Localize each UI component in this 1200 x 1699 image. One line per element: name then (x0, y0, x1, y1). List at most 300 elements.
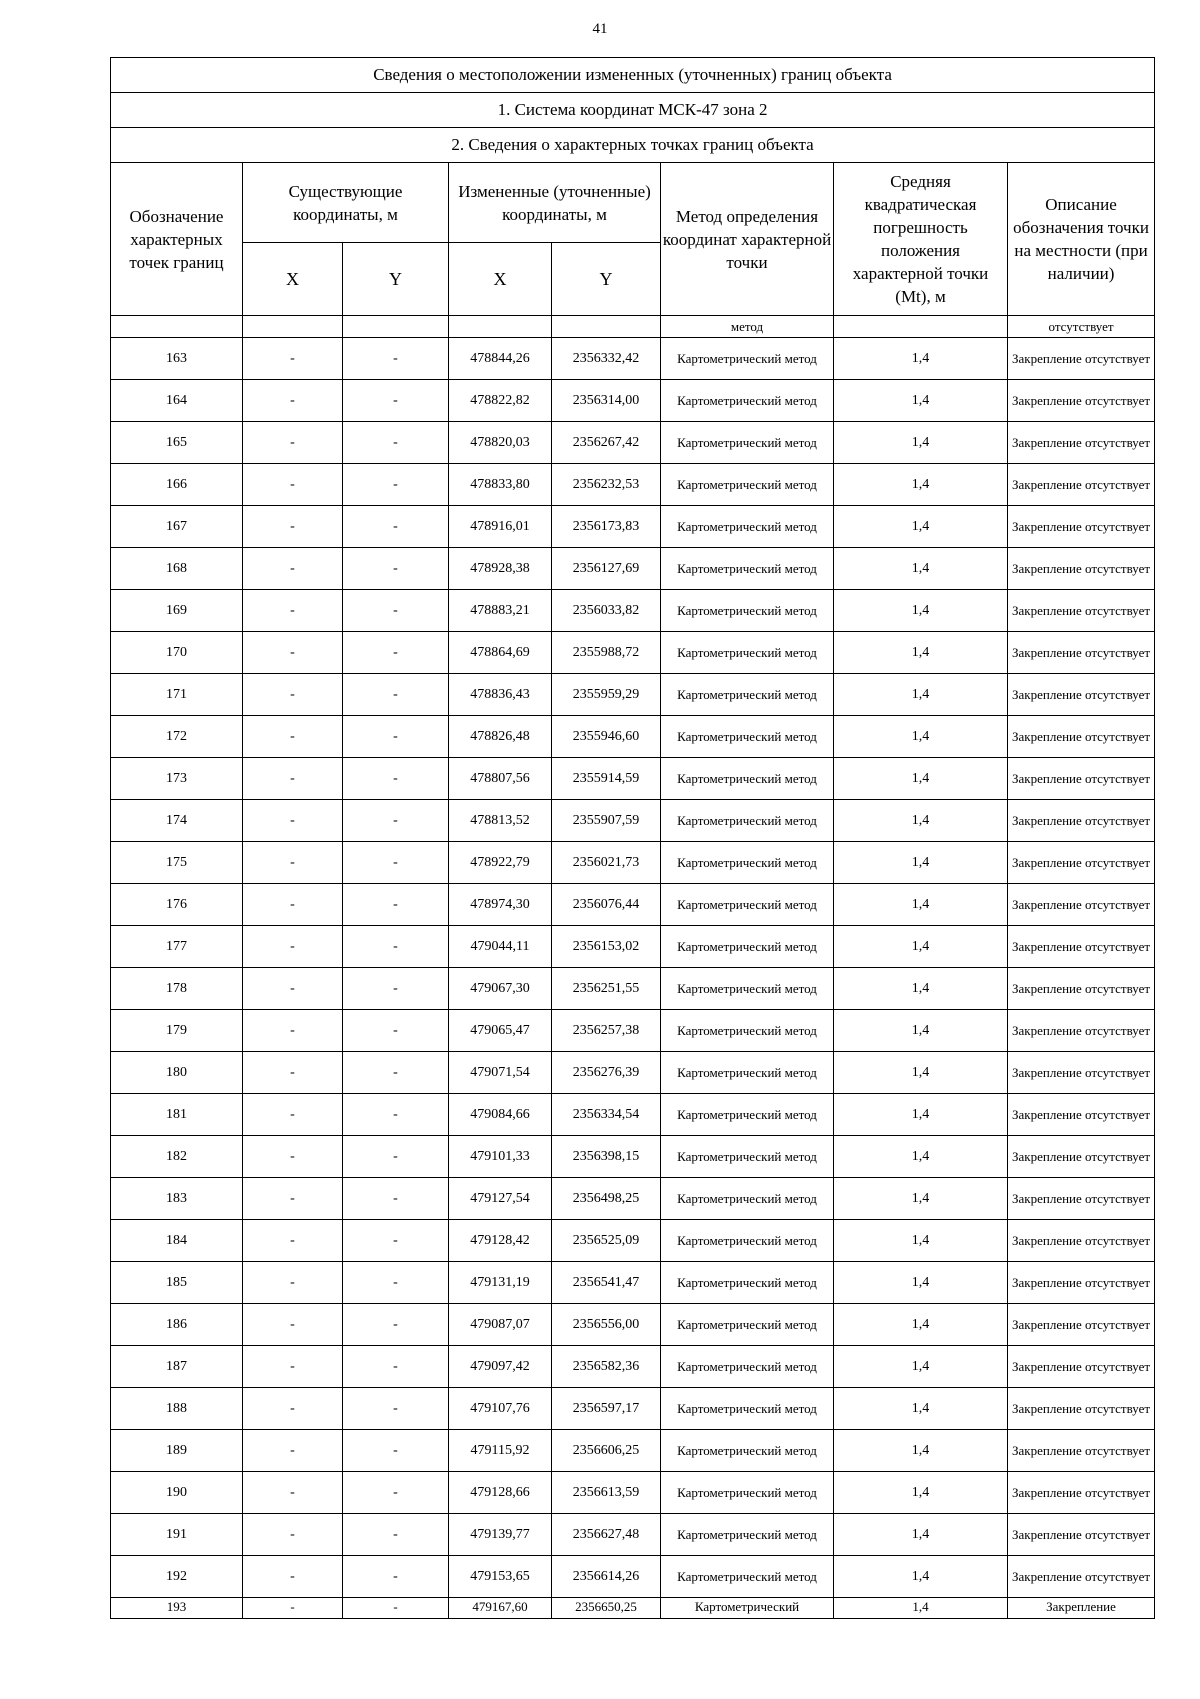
cell-point-number: 188 (111, 1388, 243, 1430)
cell-description: Закрепление отсутствует (1008, 1430, 1155, 1472)
cell-description: Закрепление отсутствует (1008, 716, 1155, 758)
cell-point-number: 172 (111, 716, 243, 758)
cell-changed-y: 2355959,29 (552, 674, 661, 716)
cell-description: Закрепление отсутствует (1008, 338, 1155, 380)
cell-point-number: 187 (111, 1346, 243, 1388)
cell-existing-y: - (343, 1136, 449, 1178)
cell-changed-y: 2355946,60 (552, 716, 661, 758)
cell-method: Картометрический метод (661, 1472, 834, 1514)
table-row (111, 1178, 1155, 1220)
cell-method: Картометрический метод (661, 464, 834, 506)
cell-error: 1,4 (834, 1556, 1008, 1598)
cell-changed-y: 2356614,26 (552, 1556, 661, 1598)
cell-error: 1,4 (834, 926, 1008, 968)
cell-method: Картометрический метод (661, 926, 834, 968)
section-title: 2. Сведения о характерных точках границ объекта (111, 128, 1155, 163)
cell-changed-x: 479084,66 (449, 1094, 552, 1136)
cell-error: 1,4 (834, 380, 1008, 422)
cell-existing-x: - (243, 1346, 343, 1388)
cell-existing-y: - (343, 1388, 449, 1430)
cell-error: 1,4 (834, 1094, 1008, 1136)
cell-existing-x: - (243, 590, 343, 632)
cell-existing-x: - (243, 506, 343, 548)
cell-empty (552, 316, 661, 338)
cell-existing-y: - (343, 1514, 449, 1556)
cell-method: Картометрический метод (661, 632, 834, 674)
cell-error: 1,4 (834, 1598, 1008, 1619)
cell-method: Картометрический метод (661, 548, 834, 590)
cell-point-number: 191 (111, 1514, 243, 1556)
cell-method: Картометрический метод (661, 674, 834, 716)
table-row (111, 1388, 1155, 1430)
cell-existing-y: - (343, 338, 449, 380)
cell-existing-y: - (343, 674, 449, 716)
cell-description: Закрепление отсутствует (1008, 758, 1155, 800)
cell-changed-y: 2356251,55 (552, 968, 661, 1010)
boundary-points-table (110, 57, 1155, 1619)
cell-changed-x: 479153,65 (449, 1556, 552, 1598)
cell-existing-x: - (243, 1178, 343, 1220)
cell-description: Закрепление отсутствует (1008, 1178, 1155, 1220)
cell-error: 1,4 (834, 716, 1008, 758)
cell-empty (243, 316, 343, 338)
cell-error: 1,4 (834, 1052, 1008, 1094)
col-error: Средняя квадратическая погрешность положения характерной точки (Mt), м (834, 163, 1008, 316)
cell-existing-x: - (243, 968, 343, 1010)
cell-changed-x: 479065,47 (449, 1010, 552, 1052)
cell-description: Закрепление отсутствует (1008, 1346, 1155, 1388)
cell-point-number: 164 (111, 380, 243, 422)
cell-error: 1,4 (834, 674, 1008, 716)
cell-existing-x: - (243, 1010, 343, 1052)
cell-description: Закрепление (1008, 1598, 1155, 1619)
cell-changed-x: 478864,69 (449, 632, 552, 674)
cell-changed-y: 2356650,25 (552, 1598, 661, 1619)
cell-existing-x: - (243, 1304, 343, 1346)
cell-changed-x: 478807,56 (449, 758, 552, 800)
cell-changed-x: 478833,80 (449, 464, 552, 506)
cell-error: 1,4 (834, 1010, 1008, 1052)
cell-existing-y: - (343, 968, 449, 1010)
cell-error: 1,4 (834, 758, 1008, 800)
table-row (111, 884, 1155, 926)
cell-changed-y: 2356597,17 (552, 1388, 661, 1430)
cell-existing-y: - (343, 464, 449, 506)
cell-description: Закрепление отсутствует (1008, 1052, 1155, 1094)
cell-error: 1,4 (834, 842, 1008, 884)
cell-description: Закрепление отсутствует (1008, 842, 1155, 884)
cell-changed-y: 2356276,39 (552, 1052, 661, 1094)
cell-existing-x: - (243, 1430, 343, 1472)
cell-changed-x: 478928,38 (449, 548, 552, 590)
cell-error: 1,4 (834, 968, 1008, 1010)
cell-changed-y: 2356556,00 (552, 1304, 661, 1346)
cell-existing-y: - (343, 1094, 449, 1136)
cell-existing-x: - (243, 758, 343, 800)
cell-error: 1,4 (834, 464, 1008, 506)
cell-changed-y: 2355907,59 (552, 800, 661, 842)
cell-point-number: 166 (111, 464, 243, 506)
cell-changed-y: 2356257,38 (552, 1010, 661, 1052)
cell-description: Закрепление отсутствует (1008, 1010, 1155, 1052)
cell-existing-x: - (243, 1136, 343, 1178)
table-title: Сведения о местоположении измененных (уточненных) границ объекта (111, 58, 1155, 93)
table-row (111, 380, 1155, 422)
cell-empty (343, 316, 449, 338)
col-existing-y: Y (343, 243, 449, 316)
cell-changed-x: 479087,07 (449, 1304, 552, 1346)
cell-point-number: 178 (111, 968, 243, 1010)
cell-error: 1,4 (834, 1304, 1008, 1346)
cell-method: Картометрический метод (661, 842, 834, 884)
cell-method: Картометрический метод (661, 506, 834, 548)
cell-description: Закрепление отсутствует (1008, 926, 1155, 968)
cell-existing-x: - (243, 548, 343, 590)
table-row (111, 1514, 1155, 1556)
cell-changed-x: 478826,48 (449, 716, 552, 758)
cell-point-number: 177 (111, 926, 243, 968)
cell-point-number: 167 (111, 506, 243, 548)
cell-description: Закрепление отсутствует (1008, 590, 1155, 632)
cell-method: Картометрический (661, 1598, 834, 1619)
cell-existing-x: - (243, 926, 343, 968)
cell-method: Картометрический метод (661, 758, 834, 800)
cell-changed-y: 2356076,44 (552, 884, 661, 926)
cell-method: Картометрический метод (661, 1346, 834, 1388)
cell-error: 1,4 (834, 1430, 1008, 1472)
cell-description: Закрепление отсутствует (1008, 968, 1155, 1010)
cell-error: 1,4 (834, 1472, 1008, 1514)
cell-error: 1,4 (834, 1136, 1008, 1178)
col-changed-coords: Измененные (уточненные) координаты, м (449, 163, 661, 243)
cell-existing-x: - (243, 632, 343, 674)
cell-changed-x: 478844,26 (449, 338, 552, 380)
cell-method: Картометрический метод (661, 1220, 834, 1262)
cell-point-number: 192 (111, 1556, 243, 1598)
cell-existing-x: - (243, 338, 343, 380)
table-row (111, 590, 1155, 632)
cell-changed-y: 2356541,47 (552, 1262, 661, 1304)
col-changed-y: Y (552, 243, 661, 316)
table-row (111, 1220, 1155, 1262)
cell-error: 1,4 (834, 1178, 1008, 1220)
cell-error: 1,4 (834, 884, 1008, 926)
cell-point-number: 176 (111, 884, 243, 926)
cell-changed-x: 479139,77 (449, 1514, 552, 1556)
cell-description: Закрепление отсутствует (1008, 1556, 1155, 1598)
table-row (111, 548, 1155, 590)
cell-method: Картометрический метод (661, 1304, 834, 1346)
cell-point-number: 175 (111, 842, 243, 884)
cell-description: Закрепление отсутствует (1008, 506, 1155, 548)
cell-error: 1,4 (834, 1346, 1008, 1388)
cell-changed-x: 479097,42 (449, 1346, 552, 1388)
cell-point-number: 190 (111, 1472, 243, 1514)
cell-point-number: 170 (111, 632, 243, 674)
cell-method: Картометрический метод (661, 884, 834, 926)
cell-existing-x: - (243, 1262, 343, 1304)
cell-description: Закрепление отсутствует (1008, 1094, 1155, 1136)
cell-error: 1,4 (834, 338, 1008, 380)
cell-changed-y: 2356021,73 (552, 842, 661, 884)
cell-method: Картометрический метод (661, 1556, 834, 1598)
table-row (111, 1052, 1155, 1094)
col-existing-x: X (243, 243, 343, 316)
cell-error: 1,4 (834, 548, 1008, 590)
cell-description: Закрепление отсутствует (1008, 422, 1155, 464)
cell-point-number: 173 (111, 758, 243, 800)
cell-description: Закрепление отсутствует (1008, 1472, 1155, 1514)
cell-existing-y: - (343, 548, 449, 590)
cell-changed-y: 2355914,59 (552, 758, 661, 800)
cell-empty (449, 316, 552, 338)
table-row (111, 1430, 1155, 1472)
cell-changed-x: 479067,30 (449, 968, 552, 1010)
cell-existing-y: - (343, 590, 449, 632)
cell-changed-y: 2356498,25 (552, 1178, 661, 1220)
cell-changed-x: 479071,54 (449, 1052, 552, 1094)
cell-existing-y: - (343, 1346, 449, 1388)
cell-point-number: 189 (111, 1430, 243, 1472)
cell-point-number: 184 (111, 1220, 243, 1262)
cell-point-number: 182 (111, 1136, 243, 1178)
cell-existing-y: - (343, 422, 449, 464)
cell-changed-y: 2356173,83 (552, 506, 661, 548)
cell-method: Картометрический метод (661, 380, 834, 422)
cell-changed-x: 479101,33 (449, 1136, 552, 1178)
cell-error: 1,4 (834, 590, 1008, 632)
cell-method: Картометрический метод (661, 968, 834, 1010)
table-row (111, 968, 1155, 1010)
cell-existing-y: - (343, 506, 449, 548)
table-row (111, 506, 1155, 548)
cell-point-number: 168 (111, 548, 243, 590)
cell-point-number: 171 (111, 674, 243, 716)
cell-error: 1,4 (834, 1514, 1008, 1556)
cell-error: 1,4 (834, 632, 1008, 674)
cell-method: Картометрический метод (661, 1010, 834, 1052)
cell-point-number: 185 (111, 1262, 243, 1304)
cell-existing-x: - (243, 884, 343, 926)
table-row (111, 1304, 1155, 1346)
col-method: Метод определения координат характерной точки (661, 163, 834, 316)
cell-changed-y: 2356627,48 (552, 1514, 661, 1556)
cell-existing-x: - (243, 1094, 343, 1136)
cell-error: 1,4 (834, 1388, 1008, 1430)
table-row (111, 422, 1155, 464)
cell-method: Картометрический метод (661, 1514, 834, 1556)
cell-description: Закрепление отсутствует (1008, 1388, 1155, 1430)
cell-existing-y: - (343, 1598, 449, 1619)
cell-point-number: 163 (111, 338, 243, 380)
cell-changed-x: 478922,79 (449, 842, 552, 884)
cell-existing-x: - (243, 1514, 343, 1556)
cell-existing-y: - (343, 758, 449, 800)
table-row (111, 1262, 1155, 1304)
cell-changed-y: 2356613,59 (552, 1472, 661, 1514)
cell-point-number: 174 (111, 800, 243, 842)
coordinate-system: 1. Система координат МСК-47 зона 2 (111, 93, 1155, 128)
table-row (111, 716, 1155, 758)
table-row (111, 1094, 1155, 1136)
cell-changed-x: 478836,43 (449, 674, 552, 716)
cell-changed-x: 479044,11 (449, 926, 552, 968)
table-row (111, 1010, 1155, 1052)
cell-description: Закрепление отсутствует (1008, 548, 1155, 590)
cell-existing-y: - (343, 632, 449, 674)
cell-error: 1,4 (834, 506, 1008, 548)
cell-method: Картометрический метод (661, 590, 834, 632)
table-row (111, 674, 1155, 716)
cell-changed-x: 479115,92 (449, 1430, 552, 1472)
cell-existing-x: - (243, 800, 343, 842)
table-row (111, 926, 1155, 968)
cell-method: Картометрический метод (661, 716, 834, 758)
cell-method: Картометрический метод (661, 338, 834, 380)
cell-description: Закрепление отсутствует (1008, 674, 1155, 716)
cell-changed-y: 2356232,53 (552, 464, 661, 506)
cell-changed-y: 2356398,15 (552, 1136, 661, 1178)
cell-changed-x: 479107,76 (449, 1388, 552, 1430)
cell-existing-x: - (243, 1556, 343, 1598)
cell-method: Картометрический метод (661, 422, 834, 464)
cell-changed-y: 2355988,72 (552, 632, 661, 674)
table-row (111, 464, 1155, 506)
page-number: 41 (592, 21, 608, 37)
cell-description: Закрепление отсутствует (1008, 1136, 1155, 1178)
cell-point-number: 181 (111, 1094, 243, 1136)
cell-existing-x: - (243, 842, 343, 884)
cell-changed-y: 2356314,00 (552, 380, 661, 422)
table-body (111, 316, 1155, 1619)
cell-existing-y: - (343, 926, 449, 968)
cell-changed-x: 478916,01 (449, 506, 552, 548)
cell-point-number: 169 (111, 590, 243, 632)
cell-description: Закрепление отсутствует (1008, 1220, 1155, 1262)
cell-changed-x: 479128,42 (449, 1220, 552, 1262)
table-row (111, 1136, 1155, 1178)
cell-description: Закрепление отсутствует (1008, 884, 1155, 926)
cell-changed-x: 478820,03 (449, 422, 552, 464)
cell-existing-x: - (243, 1052, 343, 1094)
cell-existing-y: - (343, 1262, 449, 1304)
col-changed-x: X (449, 243, 552, 316)
table-row (111, 1346, 1155, 1388)
cell-point-number: 193 (111, 1598, 243, 1619)
cell-existing-y: - (343, 1430, 449, 1472)
cell-existing-x: - (243, 1598, 343, 1619)
table-row (111, 842, 1155, 884)
col-existing-coords: Существующие координаты, м (243, 163, 449, 243)
cell-changed-y: 2356606,25 (552, 1430, 661, 1472)
cell-existing-y: - (343, 1178, 449, 1220)
cell-existing-x: - (243, 674, 343, 716)
cell-error: 1,4 (834, 800, 1008, 842)
cell-changed-y: 2356033,82 (552, 590, 661, 632)
cell-changed-y: 2356582,36 (552, 1346, 661, 1388)
cell-empty (111, 316, 243, 338)
cell-existing-y: - (343, 1304, 449, 1346)
col-description: Описание обозначения точки на местности (при наличии) (1008, 163, 1155, 316)
cell-method: Картометрический метод (661, 1052, 834, 1094)
cell-point-number: 186 (111, 1304, 243, 1346)
cell-description: Закрепление отсутствует (1008, 632, 1155, 674)
cell-method: метод (661, 316, 834, 338)
cell-existing-y: - (343, 380, 449, 422)
cell-description: Закрепление отсутствует (1008, 1514, 1155, 1556)
cell-method: Картометрический метод (661, 1136, 834, 1178)
cell-method: Картометрический метод (661, 800, 834, 842)
cell-description: Закрепление отсутствует (1008, 380, 1155, 422)
cell-changed-x: 479127,54 (449, 1178, 552, 1220)
cell-point-number: 180 (111, 1052, 243, 1094)
cell-changed-y: 2356525,09 (552, 1220, 661, 1262)
cell-existing-y: - (343, 842, 449, 884)
cell-changed-x: 478974,30 (449, 884, 552, 926)
cell-changed-x: 479128,66 (449, 1472, 552, 1514)
cell-point-number: 183 (111, 1178, 243, 1220)
cell-changed-y: 2356153,02 (552, 926, 661, 968)
cell-existing-y: - (343, 1220, 449, 1262)
table-row (111, 632, 1155, 674)
cell-empty (834, 316, 1008, 338)
cell-existing-y: - (343, 800, 449, 842)
cell-existing-y: - (343, 716, 449, 758)
cell-existing-y: - (343, 1052, 449, 1094)
cell-changed-x: 478883,21 (449, 590, 552, 632)
cell-changed-x: 478813,52 (449, 800, 552, 842)
cell-existing-y: - (343, 1472, 449, 1514)
cell-existing-x: - (243, 1472, 343, 1514)
cell-method: Картометрический метод (661, 1094, 834, 1136)
cell-method: Картометрический метод (661, 1262, 834, 1304)
cell-method: Картометрический метод (661, 1178, 834, 1220)
cell-changed-y: 2356127,69 (552, 548, 661, 590)
cell-existing-y: - (343, 1556, 449, 1598)
cell-changed-x: 478822,82 (449, 380, 552, 422)
cell-error: 1,4 (834, 422, 1008, 464)
cell-existing-x: - (243, 464, 343, 506)
table-row (111, 800, 1155, 842)
cell-changed-y: 2356334,54 (552, 1094, 661, 1136)
cell-point-number: 179 (111, 1010, 243, 1052)
cell-existing-x: - (243, 716, 343, 758)
cell-existing-x: - (243, 422, 343, 464)
cell-description: отсутствует (1008, 316, 1155, 338)
cell-existing-x: - (243, 1220, 343, 1262)
cell-description: Закрепление отсутствует (1008, 464, 1155, 506)
cell-description: Закрепление отсутствует (1008, 1304, 1155, 1346)
table-row (111, 338, 1155, 380)
cell-changed-x: 479131,19 (449, 1262, 552, 1304)
cell-method: Картометрический метод (661, 1388, 834, 1430)
table-row (111, 758, 1155, 800)
cell-description: Закрепление отсутствует (1008, 1262, 1155, 1304)
cell-existing-y: - (343, 884, 449, 926)
cell-point-number: 165 (111, 422, 243, 464)
cell-description: Закрепление отсутствует (1008, 800, 1155, 842)
cell-error: 1,4 (834, 1220, 1008, 1262)
cell-method: Картометрический метод (661, 1430, 834, 1472)
table-row-cut (111, 1598, 1155, 1619)
cell-changed-y: 2356332,42 (552, 338, 661, 380)
cell-error: 1,4 (834, 1262, 1008, 1304)
col-designation: Обозначение характерных точек границ (111, 163, 243, 316)
cell-existing-y: - (343, 1010, 449, 1052)
table-row (111, 1556, 1155, 1598)
cell-existing-x: - (243, 1388, 343, 1430)
cell-existing-x: - (243, 380, 343, 422)
